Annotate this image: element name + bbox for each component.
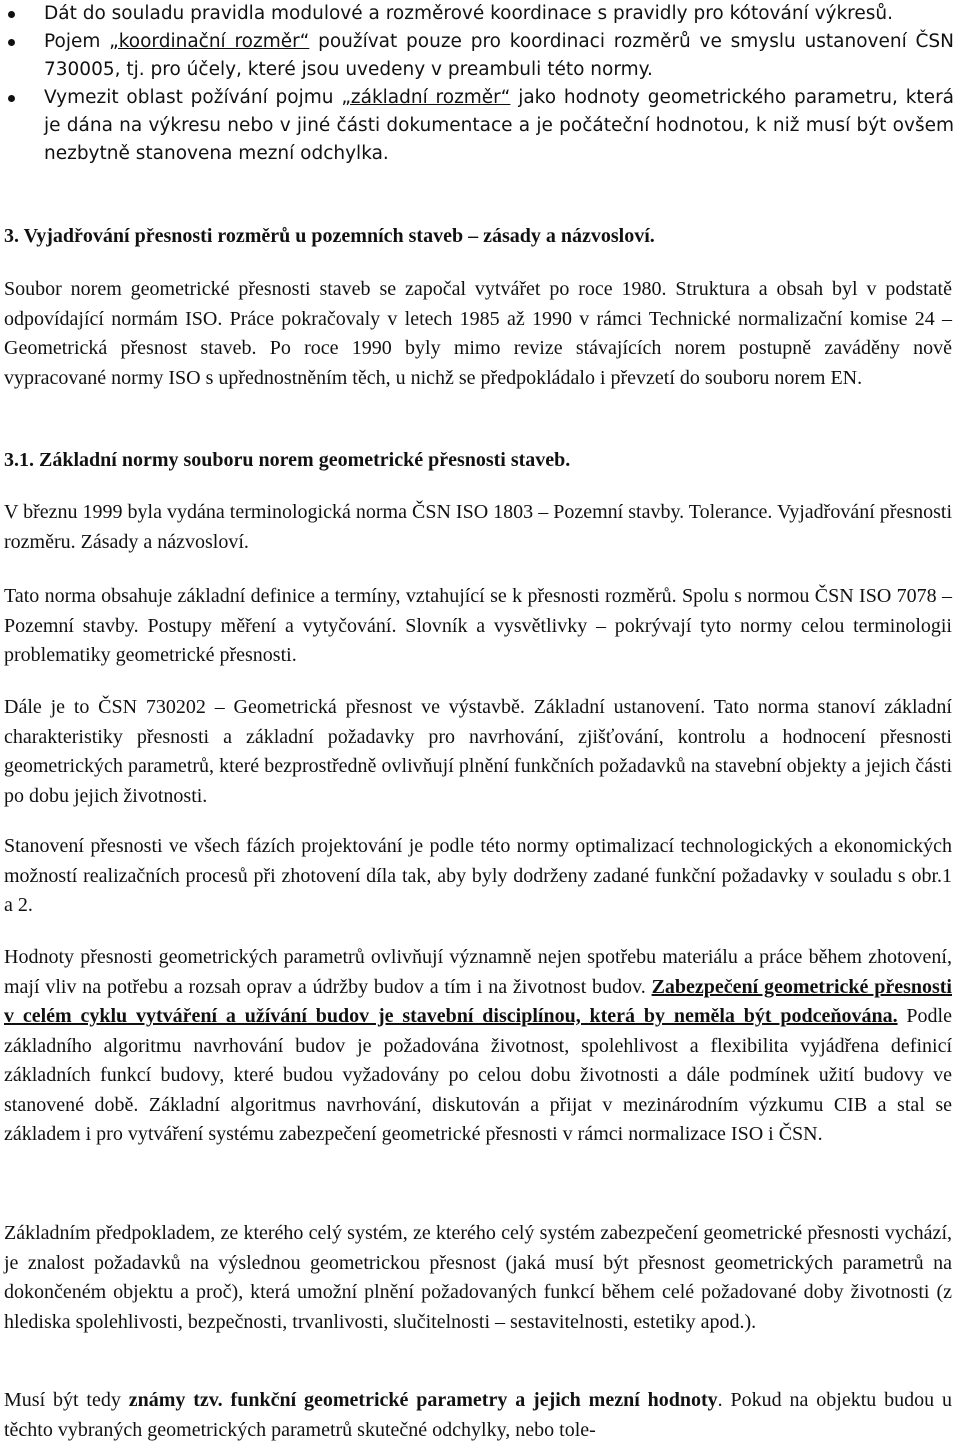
paragraph-hodnoty-presnosti [4, 943, 952, 1150]
bullet-text: Dát do souladu pravidla modulové a rozměrové koordinace s pravidly pro kótování výkresů. [44, 3, 894, 24]
bullet-item [0, 84, 960, 168]
paragraph-zakladni-predpoklad: Základním předpokladem, ze kterého celý systém, ze kterého celý systém zabezpečení geometrické přesnosti vychází, je znalost požadavků na výslednou geometrickou přesnost (jaká musí být přesnost geometrických parametrů na dokončeném objektu a proč), která umožní plnění požadovaných funkcí během celé požadované doby životnosti (z hlediska spolehlivosti, bezpečnosti, trvanlivosti, slučitelnosti – sestavitelnosti, estetiky apod.). [4, 1222, 952, 1333]
bullet-text-after: jako hodnoty geometrického parametru, která je dána na výkresu nebo v jiné části dokumentace a je počáteční hodnotou, k niž musí být ovšem nezbytně stanovena mezní odchylka. [44, 87, 955, 164]
bullet-dot-icon [8, 11, 15, 18]
bullet-item [0, 0, 960, 28]
bullet-text-before: Pojem [44, 31, 110, 52]
paragraph-funkcni-parametry [4, 1386, 952, 1445]
bullet-dot-icon [8, 95, 15, 102]
section-3-heading: 3. Vyjadřování přesnosti rozměrů u pozemních staveb – zásady a názvosloví. [4, 225, 655, 247]
term-zakladni-rozmer: „základní rozměr“ [341, 87, 511, 108]
term-koordinacni-rozmer: „koordinační rozměr“ [109, 31, 310, 52]
bullet-list [0, 0, 960, 168]
paragraph-csn-iso-1803: V březnu 1999 byla vydána terminologická norma ČSN ISO 1803 – Pozemní stavby. Tolerance. Vyjadřování přesnosti rozměru. Zásady a názvosloví. [4, 501, 952, 553]
bullet-text-before: Vymezit oblast požívání pojmu [44, 87, 342, 108]
paragraph-csn-730202: Dále je to ČSN 730202 – Geometrická přesnost ve výstavbě. Základní ustanovení. Tato norma stanoví základní charakteristiky přesnosti a základní požadavky pro navrhování, zjišťování, kontrolu a hodnocení přesnosti geometrických parametrů, které bezprostředně ovlivňují plnění funkčních požadavků na stavební objekty a jejich části po dobu jejich životnosti. [4, 696, 952, 807]
section-3-1-heading: 3.1. Základní normy souboru norem geometrické přesnosti staveb. [4, 449, 571, 471]
section-3-paragraph: Soubor norem geometrické přesnosti staveb se započal vytvářet po roce 1980. Struktura a obsah byl v podstatě odpovídající normám ISO. Práce pokračovaly v letech 1985 až 1990 v rámci Technické normalizační komise 24 – Geometrická přesnost staveb. Po roce 1990 byly mimo revize stávajících norem postupně zaváděny nově vypracované normy ISO s upřednostněním těch, u nichž se předpokládalo i převzetí do souboru norem EN. [4, 278, 952, 389]
paragraph-text-before: Hodnoty přesnosti geometrických parametrů ovlivňují významně nejen spotřebu materiálu a práce během zhotovení, mají vliv na potřebu a rozsah oprav a údržby budov a tím i na životnost budov. [4, 946, 952, 998]
paragraph-text-after: . Pokud na objektu budou u těchto vybraných geometrických parametrů skutečné odchylky, nebo tole- [4, 1389, 952, 1441]
emphasized-statement: Zabezpečení geometrické přesnosti v celém cyklu vytváření a užívání budov je stavební disciplínou, která by neměla být podceňována. [4, 975, 952, 1027]
paragraph-stanoveni-presnosti: Stanovení přesnosti ve všech fázích projektování je podle této normy optimalizací technologických a ekonomických možností realizačních procesů při zhotovení díla tak, aby byly dodrženy zadané funkční požadavky v souladu s obr.1 a 2. [4, 835, 952, 916]
paragraph-text-before: Musí být tedy [4, 1389, 129, 1411]
bullet-item [0, 28, 960, 84]
paragraph-text-after: Podle základního algoritmu navrhování budov je požadována životnost, spolehlivost a flexibilita vyjádřena definicí základních funkcí budovy, které budou vyžadovány po celou dobu životnosti a dále podmínek užití budovy ve stanovené době. Základní algoritmus navrhování, diskutován a přijat v mezinárodním výzkumu CIB a stal se základem i pro vytváření systému zabezpečení geometrické přesnosti v rámci normalizace ISO i ČSN. [4, 1005, 952, 1145]
bullet-text-after: používat pouze pro koordinaci rozměrů ve smyslu ustanovení ČSN 730005, tj. pro účely, které jsou uvedeny v preambuli této normy. [44, 31, 954, 80]
bold-statement: známy tzv. funkční geometrické parametry a jejich mezní hodnoty [128, 1389, 718, 1411]
bullet-dot-icon [8, 39, 15, 46]
paragraph-definice: Tato norma obsahuje základní definice a termíny, vztahující se k přesnosti rozměrů. Spolu s normou ČSN ISO 7078 – Pozemní stavby. Postupy měření a vytyčování. Slovník a vysvětlivky – pokrývají tyto normy celou terminologii problematiky geometrické přesnosti. [4, 585, 952, 666]
